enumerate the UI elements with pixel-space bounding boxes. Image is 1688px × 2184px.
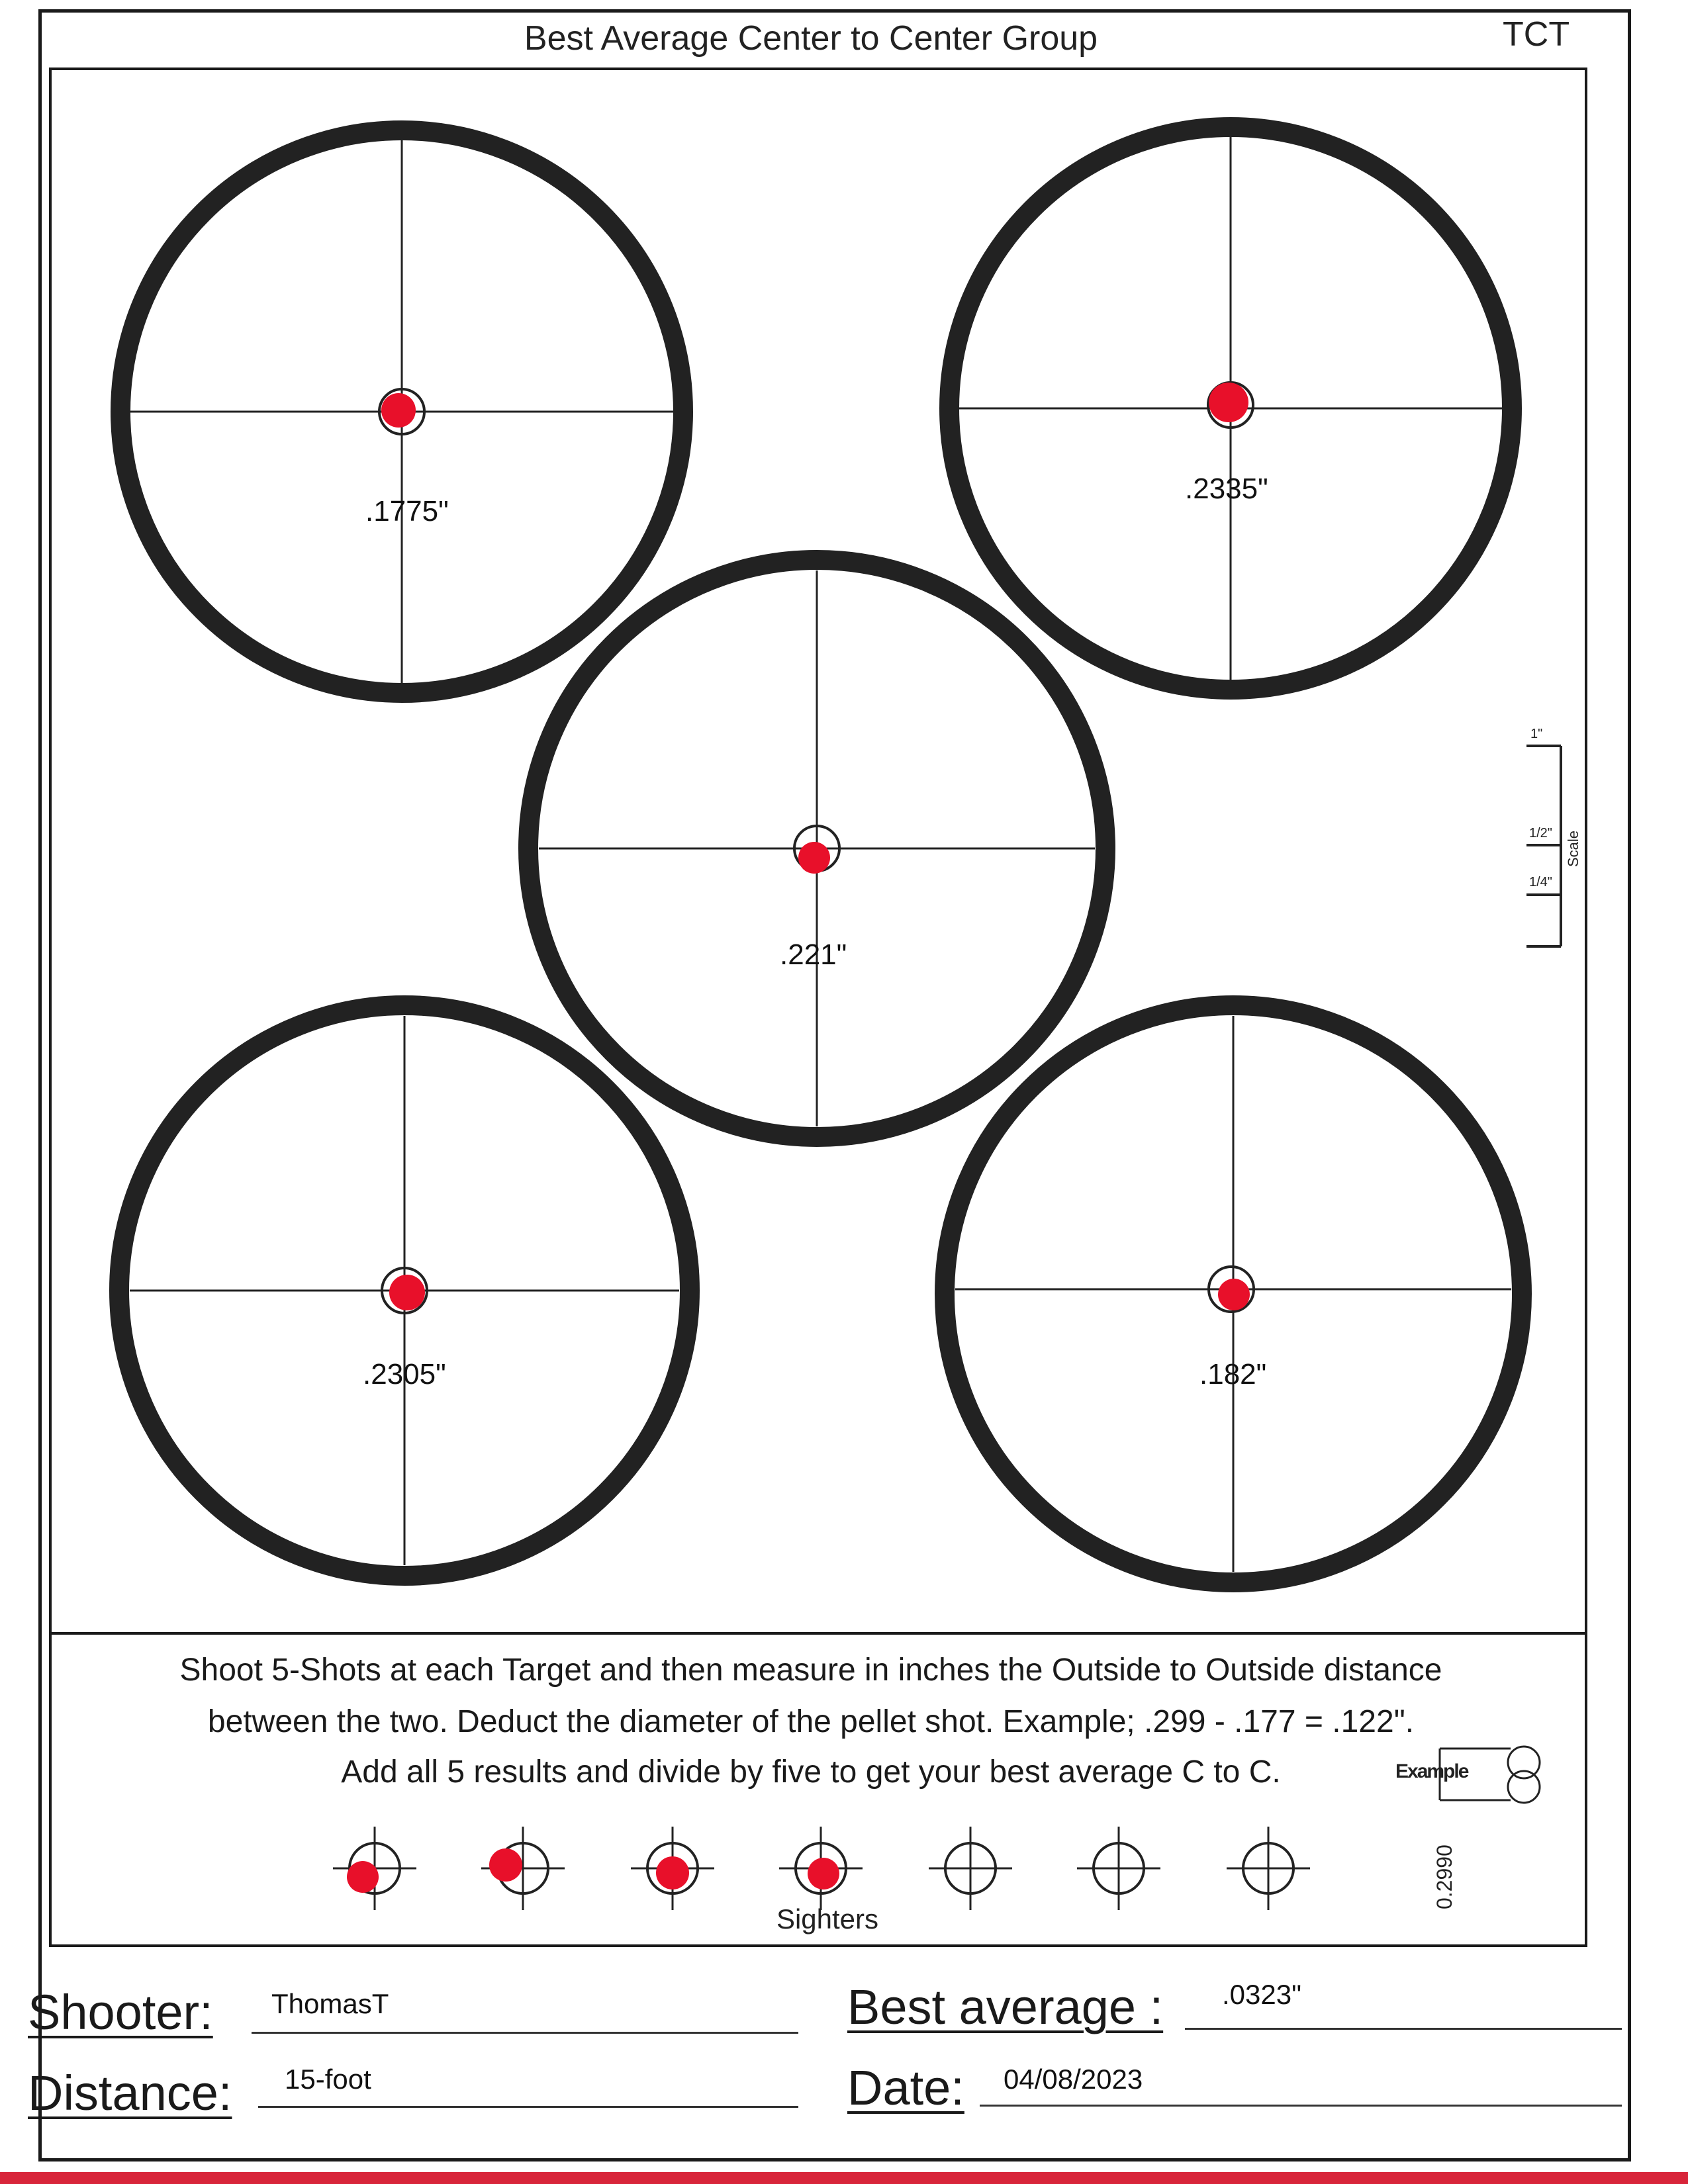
sighter-3-hit [656,1856,689,1889]
instructions-line-2: between the two. Deduct the diameter of the pellet shot. Example; .299 - .177 = .122". [207,1704,1415,1739]
scale-mark-quarter: 1/4" [1529,875,1552,889]
distance-value[interactable]: 15-foot [285,2064,371,2095]
sighter-7[interactable] [1227,1827,1310,1910]
sighter-3[interactable] [631,1827,714,1910]
target-2-hit [1209,383,1248,422]
scale-mark-half: 1/2" [1529,826,1552,841]
target-3-hit [798,842,830,874]
target-4-measurement: .2305" [363,1358,446,1390]
example-label: Example [1395,1760,1468,1782]
sighter-4[interactable] [779,1827,863,1910]
target-2-measurement: .2335" [1185,473,1268,505]
target-5-hit [1218,1279,1250,1310]
scale-title: Scale [1565,830,1581,867]
date-line [980,2105,1622,2107]
sighters-label: Sighters [776,1903,879,1934]
date-label: Date: [847,2060,964,2115]
target-2[interactable] [949,127,1512,690]
target-5[interactable] [945,1005,1522,1582]
sighter-6[interactable] [1077,1827,1160,1910]
best-average-value[interactable]: .0323" [1222,1979,1302,2010]
best-average-line [1185,2028,1622,2030]
target-3-measurement: .221" [780,938,847,971]
distance-line [258,2106,798,2108]
shooter-value[interactable]: ThomasT [271,1988,389,2019]
distance-label: Distance: [28,2066,232,2120]
target-5-measurement: .182" [1199,1358,1267,1390]
instructions-line-3: Add all 5 results and divide by five to get your best average C to C. [341,1754,1281,1790]
scale-bar [1526,746,1561,946]
shooter-label: Shooter: [28,1985,213,2040]
sighter-5[interactable] [929,1827,1012,1910]
scale-mark-1in: 1" [1530,727,1543,741]
shooter-line [252,2032,798,2034]
target-1-hit [381,393,416,428]
target-4[interactable] [119,1005,690,1576]
example-value: 0.2990 [1432,1844,1456,1909]
bottom-red-edge [0,2172,1688,2184]
sighter-2[interactable] [481,1827,565,1910]
sighter-2-hit [489,1848,522,1882]
date-value[interactable]: 04/08/2023 [1004,2064,1143,2095]
page-title: Best Average Center to Center Group [524,19,1098,58]
target-1-measurement: .1775" [365,495,449,527]
target-1[interactable] [120,130,683,693]
sighter-4-hit [808,1858,839,1889]
sighter-1[interactable] [333,1827,416,1910]
corner-label: TCT [1503,15,1570,54]
best-average-label: Best average : [847,1979,1164,2034]
sighter-1-hit [347,1861,379,1893]
target-3[interactable] [528,560,1105,1137]
instructions-line-1: Shoot 5-Shots at each Target and then measure in inches the Outside to Outside distance [179,1653,1442,1688]
target-4-hit [389,1275,425,1310]
